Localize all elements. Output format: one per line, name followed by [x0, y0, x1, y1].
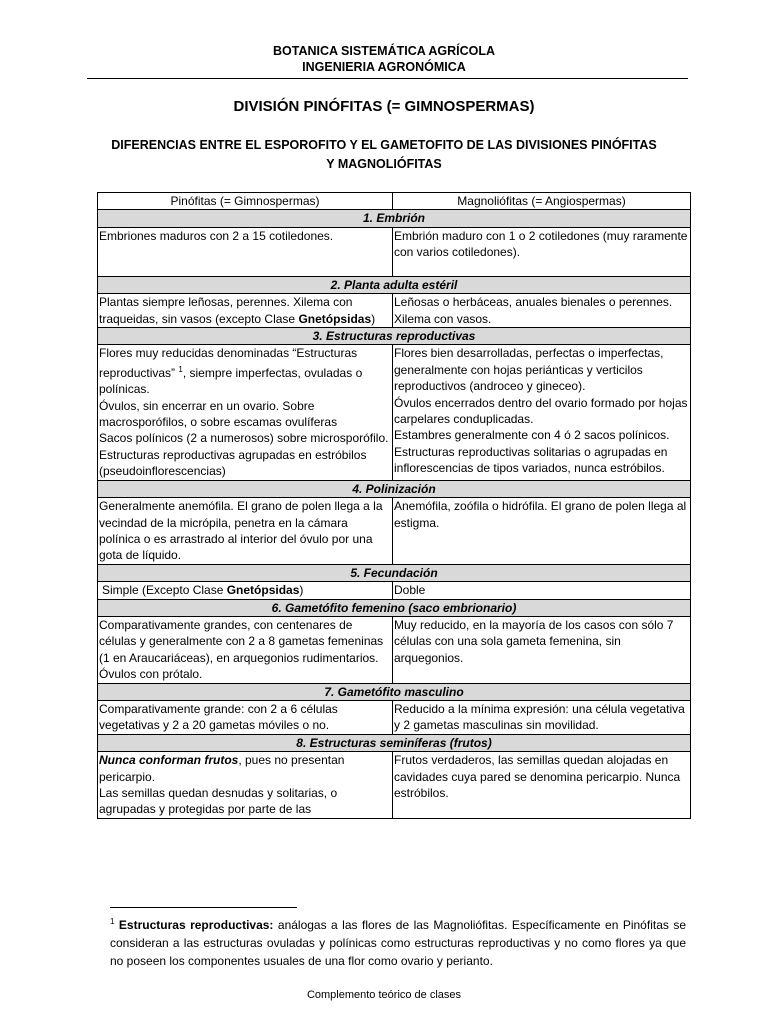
footnote-mark: 1	[110, 917, 115, 926]
document-title: DIVISIÓN PINÓFITAS (= GIMNOSPERMAS)	[233, 98, 535, 115]
cell-text: )	[299, 583, 304, 598]
table-row	[98, 752, 691, 819]
cell-text: Plantas siempre leñosas, perennes. Xilema con traqueidas, sin vasos (excepto Clase	[99, 295, 353, 326]
section-title-embrion: 1. Embrión	[98, 210, 691, 227]
cell-paragraph: Óvulos encerrados dentro del ovario formado por hojas carpelares conduplicadas.	[394, 395, 688, 427]
cell-magnoliofitas: Leñosas o herbáceas, anuales bienales o perennes. Xilema con vasos.	[393, 294, 691, 328]
header-line-program: INGENIERIA AGRONÓMICA	[302, 60, 466, 74]
table-header-row	[98, 193, 691, 210]
cell-magnoliofitas: Embrión maduro con 1 o 2 cotiledones (muy raramente con varios cotiledones).	[393, 227, 691, 276]
header-divider	[87, 78, 688, 79]
section-title-gametofito-femenino: 6. Gametófito femenino (saco embrionario)	[98, 599, 691, 616]
cell-pinofitas	[98, 294, 393, 328]
section-title-estructuras-reproductivas: 3. Estructuras reproductivas	[98, 328, 691, 345]
cell-paragraph: Estructuras reproductivas solitarias o agrupadas en inflorescencias de tipos variados, nunca estróbilos.	[394, 444, 668, 476]
cell-paragraph	[99, 345, 391, 397]
cell-text-bold: Gnetópsidas	[226, 583, 300, 598]
section-row	[98, 328, 691, 345]
section-row	[98, 564, 691, 581]
section-row	[98, 599, 691, 616]
table-row	[98, 700, 691, 734]
footnote-divider	[110, 907, 297, 908]
comparison-table	[97, 192, 691, 819]
section-row	[98, 734, 691, 751]
footnote-term: Estructuras reproductivas:	[118, 918, 274, 932]
section-title-fecundacion: 5. Fecundación	[98, 564, 691, 581]
cell-pinofitas	[98, 752, 393, 819]
table-row	[98, 498, 691, 565]
cell-paragraph: Estructuras reproductivas agrupadas en estróbilos (pseudoinflorescencias)	[99, 447, 367, 479]
cell-text-bold: Gnetópsidas	[298, 311, 372, 326]
page-footer: Complemento teórico de clases	[306, 989, 462, 1001]
cell-text: , pues no presentan pericarpio.	[99, 753, 345, 784]
cell-magnoliofitas: Doble	[393, 582, 691, 599]
cell-pinofitas: Embriones maduros con 2 a 15 cotiledones.	[98, 227, 393, 276]
cell-magnoliofitas: Anemófila, zoófila o hidrófila. El grano de polen llega al estigma.	[393, 498, 691, 565]
section-row	[98, 276, 691, 293]
section-row	[98, 683, 691, 700]
cell-paragraph: Flores bien desarrolladas, perfectas o imperfectas, generalmente con hojas periánticas y verticilos reproductivos (androceo y gineceo).	[394, 346, 664, 394]
section-title-gametofito-masculino: 7. Gametófito masculino	[98, 683, 691, 700]
cell-pinofitas	[98, 582, 393, 599]
section-title-estructuras-seminiferas: 8. Estructuras seminíferas (frutos)	[98, 734, 691, 751]
cell-pinofitas: Generalmente anemófila. El grano de polen llega a la vecindad de la micrópila, penetra en la cámara polínica o es arrastrado al interior del óvulo por una gota de líquido.	[98, 498, 393, 565]
cell-paragraph: Sacos polínicos (2 a numerosos) sobre microsporófilo.	[99, 431, 389, 446]
footnote	[110, 913, 686, 970]
cell-magnoliofitas: Muy reducido, en la mayoría de los casos con sólo 7 células con una sola gameta femenina, sin arquegonios.	[393, 616, 691, 683]
footnote-text: análogas a las flores de las Magnoliófitas. Específicamente en Pinófitas se consideran a las estructuras ovuladas y polínicas como estructuras reproductivas y no como flores ya que no poseen los componentes usuales de una flor como ovario y perianto.	[110, 918, 686, 968]
cell-paragraph: Óvulos, sin encerrar en un ovario. Sobre macrosporófilos, o sobre escamas ovulíferas	[99, 398, 338, 430]
section-title-planta-adulta: 2. Planta adulta estéril	[98, 276, 691, 293]
column-header-magnoliofitas: Magnoliófitas (= Angiospermas)	[393, 193, 691, 210]
cell-text: Flores muy reducidas denominadas “Estructuras reproductivas”	[99, 346, 358, 380]
column-header-pinofitas: Pinófitas (= Gimnospermas)	[98, 193, 393, 210]
cell-paragraph: Las semillas quedan desnudas y solitarias, o agrupadas y protegidas por parte de las	[99, 786, 338, 817]
cell-paragraph	[99, 752, 391, 785]
document-header	[0, 43, 768, 75]
cell-text-bold-italic: Nunca conforman frutos	[99, 753, 239, 768]
table-row	[98, 582, 691, 599]
cell-pinofitas: Comparativamente grande: con 2 a 6 células vegetativas y 2 a 20 gametas móviles o no.	[98, 700, 393, 734]
cell-magnoliofitas: Frutos verdaderos, las semillas quedan alojadas en cavidades cuya pared se denomina pericarpio. Nunca estróbilos.	[393, 752, 691, 819]
table-row	[98, 227, 691, 276]
cell-magnoliofitas	[393, 345, 691, 480]
cell-text: Simple (Excepto Clase	[102, 583, 227, 598]
cell-text: , siempre imperfectas, ovuladas o polínicas.	[99, 365, 363, 397]
section-title-polinizacion: 4. Polinización	[98, 480, 691, 497]
section-row	[98, 210, 691, 227]
document-subtitle: DIFERENCIAS ENTRE EL ESPOROFITO Y EL GAMETOFITO DE LAS DIVISIONES PINÓFITAS Y MAGNOLIÓFITAS	[111, 138, 657, 171]
footnote-ref[interactable]: 1	[178, 364, 183, 374]
table-row	[98, 616, 691, 683]
cell-pinofitas: Comparativamente grandes, con centenares de células y generalmente con 2 a 8 gametas femeninas (1 en Araucariáceas), en arquegonios rudimentarios. Óvulos con prótalo.	[98, 616, 393, 683]
table-row	[98, 294, 691, 328]
cell-pinofitas	[98, 345, 393, 480]
cell-paragraph: Estambres generalmente con 4 ó 2 sacos polínicos.	[394, 428, 670, 443]
section-row	[98, 480, 691, 497]
table-row	[98, 345, 691, 480]
cell-magnoliofitas: Reducido a la mínima expresión: una célula vegetativa y 2 gametas masculinas sin movilidad.	[393, 700, 691, 734]
cell-text: )	[371, 311, 376, 326]
header-line-course: BOTANICA SISTEMÁTICA AGRÍCOLA	[273, 44, 495, 58]
